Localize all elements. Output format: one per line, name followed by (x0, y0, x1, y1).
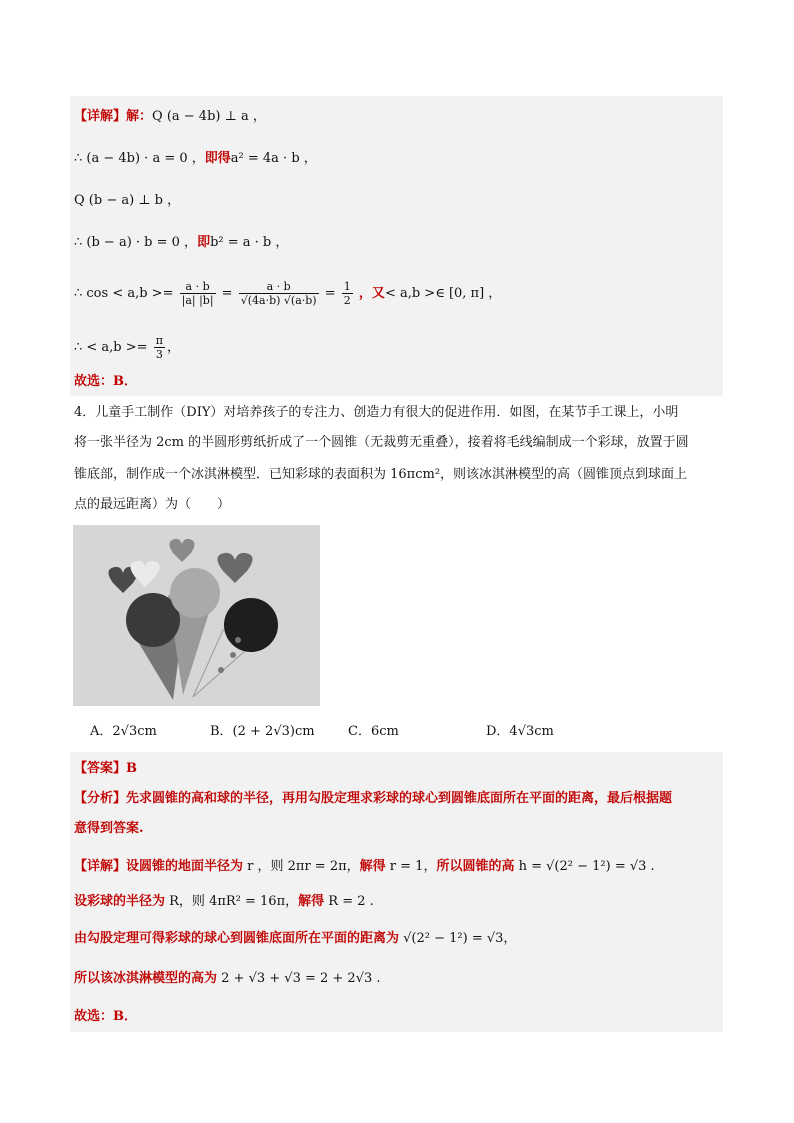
math-expr: ∴ < a,b >= (74, 340, 148, 355)
option-d: D．4√3cm (486, 724, 554, 739)
equals: = (324, 286, 336, 301)
sol3-line-6 (74, 334, 180, 361)
text: 所以圆锥的高 (436, 859, 515, 874)
math-expr: ∴ (a − 4b) · a = 0 ， (74, 151, 205, 166)
detail-line-2 (74, 893, 374, 911)
lead-text: 解： (126, 109, 153, 124)
punct: ， (166, 340, 180, 355)
text: 解得 (298, 894, 325, 909)
math-expr: R = 2 . (324, 894, 374, 909)
denominator: |a| |b| (181, 294, 214, 307)
ice-cream-photo (73, 525, 320, 706)
math-expr: ∴ (b − a) · b = 0 ， (74, 235, 198, 250)
math-expr: R，则 4πR² = 16π， (165, 894, 299, 909)
option-c: C．6cm (348, 724, 399, 739)
answer-line: 【答案】B (74, 761, 137, 776)
math-expr: a² = 4a · b ， (230, 151, 317, 166)
option-a: A．2√3cm (90, 724, 157, 739)
fraction (342, 280, 353, 307)
sol3-line-2 (74, 150, 317, 168)
sol3-line-1 (74, 108, 266, 126)
detail-line-3 (74, 930, 516, 948)
detail-tag: 【详解】 (74, 859, 127, 874)
analysis-text: 先求圆锥的高和球的半径，再用勾股定理求彩球的球心到圆锥底面所在平面的距离，最后根据题 (126, 791, 673, 806)
denominator: 2 (343, 294, 351, 307)
text: 解得 (359, 859, 386, 874)
math-expr: ∴ cos < a,b >= (74, 286, 174, 301)
q4-line-1: 4．儿童手工制作（DIY）对培养孩子的专注力、创造力有很大的促进作用．如图，在某节手工课上，小明 (74, 405, 679, 420)
text: 设彩球的半径为 (74, 894, 166, 909)
detail-line-1 (74, 858, 655, 876)
text: 设圆锥的地面半径为 (126, 859, 244, 874)
ice-cream-illustration (73, 525, 320, 706)
math-expr: r = 1， (385, 859, 437, 874)
numerator: 1 (343, 280, 351, 293)
sol3-line-4 (74, 234, 288, 252)
fraction (180, 280, 216, 307)
q4-line-4: 点的最远距离）为（ ） (74, 497, 231, 512)
fraction (154, 334, 165, 361)
numerator: a · b (180, 280, 216, 294)
label: ，又 (358, 286, 385, 301)
math-expr: r ，则 2πr = 2π， (243, 859, 360, 874)
math-expr: Q (b − a) ⊥ b ， (74, 193, 181, 208)
math-expr: 2 + √3 + √3 = 2 + 2√3 . (217, 971, 381, 986)
sol3-line-3 (74, 192, 180, 210)
pompom-ball (170, 568, 220, 618)
math-expr: < a,b >∈ [0, π] ， (384, 286, 502, 301)
sol3-line-5 (74, 280, 501, 307)
math-expr: b² = a · b ， (210, 235, 289, 250)
text: 由勾股定理可得彩球的球心到圆锥底面所在平面的距离为 (74, 931, 400, 946)
equals: = (221, 286, 233, 301)
math-expr: Q (a − 4b) ⊥ a ， (152, 109, 266, 124)
detail-line-4 (74, 970, 381, 988)
numerator: a · b (239, 280, 319, 294)
analysis-line-1 (74, 790, 672, 808)
detail-tag: 【详解】 (74, 109, 127, 124)
denominator: √(4a·b) √(a·b) (240, 294, 317, 307)
q4-line-2: 将一张半径为 2cm 的半圆形剪纸折成了一个圆锥（无裁剪无重叠），接着将毛线编制成一个彩球，放置于圆 (74, 435, 689, 450)
numerator: π (155, 334, 163, 347)
math-expr: h = √(2² − 1²) = √3 . (514, 859, 655, 874)
pompom-ball (224, 598, 278, 652)
analysis-tag: 【分析】 (74, 791, 127, 806)
sol3-final: 故选：B． (74, 374, 137, 389)
label: 即 (197, 235, 211, 250)
fraction (239, 280, 319, 307)
math-expr: √(2² − 1²) = √3， (399, 931, 517, 946)
label: 即得 (204, 151, 231, 166)
final-answer: 故选：B． (74, 1009, 137, 1024)
option-b: B．(2 + 2√3)cm (210, 724, 315, 739)
denominator: 3 (155, 348, 163, 361)
analysis-line-2: 意得到答案. (74, 821, 144, 836)
text: 所以该冰淇淋模型的高为 (74, 971, 218, 986)
q4-line-3: 锥底部，制作成一个冰淇淋模型．已知彩球的表面积为 16πcm²，则该冰淇淋模型的高（圆锥顶点到球面上 (74, 467, 688, 482)
